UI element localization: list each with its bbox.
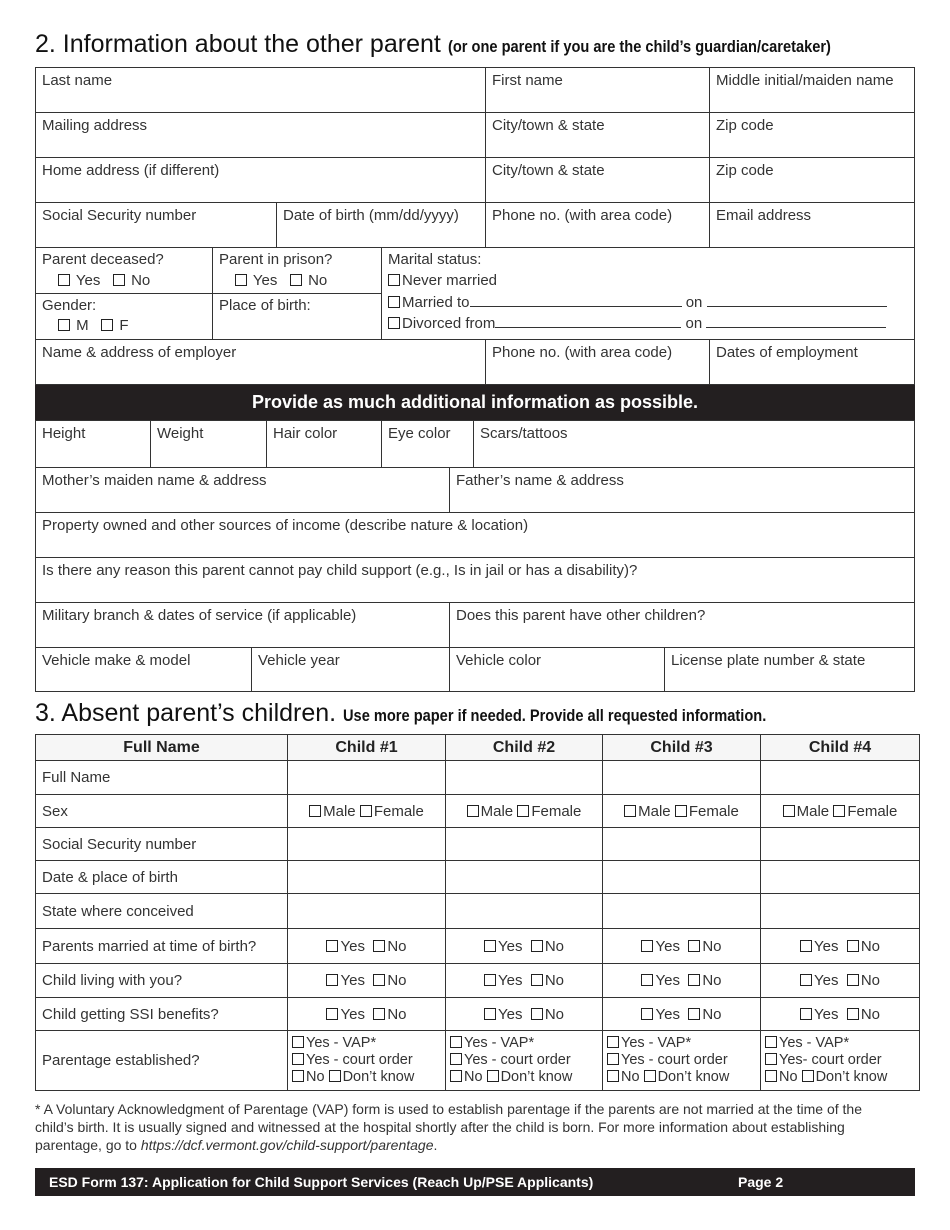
yes-no-options: Yes No: [288, 964, 446, 998]
parentage-options: Yes - VAP* Yes - court order No Don’t know: [446, 1031, 603, 1091]
column-header: Child #2: [446, 735, 603, 761]
table-cell[interactable]: [446, 828, 603, 861]
form-name: ESD Form 137: Application for Child Support Services (Reach Up/PSE Applicants): [49, 1174, 594, 1190]
row-label: Date & place of birth: [36, 861, 288, 894]
yes-no-options: Yes No: [603, 964, 761, 998]
place-of-birth-label: Place of birth:: [219, 297, 311, 314]
hair-color-field[interactable]: [266, 420, 382, 468]
yes-checkbox[interactable]: [326, 974, 338, 986]
yes-no-options: Yes No: [446, 964, 603, 998]
divorced-from-option: Divorced from on: [388, 315, 886, 332]
first-name-field[interactable]: [485, 67, 710, 113]
parent-deceased-options: Yes No: [58, 272, 150, 289]
additional-info-banner: [35, 385, 915, 420]
hair-color-label: Hair color: [273, 425, 338, 442]
dob-field[interactable]: [276, 202, 486, 248]
gender-female-checkbox[interactable]: [101, 319, 113, 331]
vehicle-year-label: Vehicle year: [258, 652, 340, 669]
table-row: [36, 964, 920, 998]
female-checkbox[interactable]: [675, 805, 687, 817]
female-checkbox[interactable]: [833, 805, 845, 817]
yes-checkbox[interactable]: [800, 974, 812, 986]
column-header: Full Name: [36, 735, 288, 761]
table-cell[interactable]: [288, 894, 446, 929]
married-date-line[interactable]: [707, 295, 887, 307]
yes-checkbox[interactable]: [484, 940, 496, 952]
employer-phone-field[interactable]: [485, 339, 710, 385]
footnote: * A Voluntary Acknowledgment of Parentage (VAP) form is used to establish parentage if the parents are not married at the time of the child’s birth. It is usually signed and witnessed at the hospital shortly after the child is born. For more information about establishing parentage, go to https://dcf.vermont.gov/child-support/parentage.: [35, 1101, 862, 1153]
children-table: [35, 734, 920, 1091]
employer-label: Name & address of employer: [42, 344, 237, 361]
no-checkbox[interactable]: [531, 1008, 543, 1020]
vap-checkbox[interactable]: [765, 1036, 777, 1048]
section-3-title: 3. Absent parent’s children. Use more paper if needed. Provide all requested information.: [35, 699, 767, 727]
yes-no-options: Yes No: [603, 998, 761, 1031]
home-address-label: Home address (if different): [42, 162, 220, 179]
column-header: Child #4: [761, 735, 920, 761]
email-field[interactable]: [709, 202, 915, 248]
weight-field[interactable]: [150, 420, 267, 468]
property-field[interactable]: [35, 512, 915, 558]
father-field[interactable]: [449, 467, 915, 513]
yes-no-options: Yes No: [288, 998, 446, 1031]
yes-checkbox[interactable]: [326, 1008, 338, 1020]
section-2-title: 2. Information about the other parent (or one parent if you are the child’s guardian/caretaker): [35, 30, 831, 58]
other-children-label: Does this parent have other children?: [456, 607, 706, 624]
table-header-row: [36, 735, 920, 761]
deceased-no-checkbox[interactable]: [113, 274, 125, 286]
court-order-checkbox[interactable]: [765, 1053, 777, 1065]
no-checkbox[interactable]: [688, 974, 700, 986]
section-2-subtitle: (or one parent if you are the child’s guardian/caretaker): [447, 37, 831, 56]
last-name-field[interactable]: [35, 67, 486, 113]
yes-no-options: Yes No: [446, 929, 603, 964]
no-checkbox[interactable]: [531, 974, 543, 986]
dob-label: Date of birth (mm/dd/yyyy): [283, 207, 459, 224]
married-to-option: Married to on: [388, 294, 887, 311]
never-married-option: Never married: [388, 272, 497, 289]
deceased-yes-checkbox[interactable]: [58, 274, 70, 286]
married-to-line[interactable]: [470, 295, 682, 307]
male-checkbox[interactable]: [309, 805, 321, 817]
no-checkbox[interactable]: [373, 974, 385, 986]
sex-options: Male Female: [761, 795, 920, 828]
phone-label: Phone no. (with area code): [492, 207, 673, 224]
table-cell[interactable]: [603, 861, 761, 894]
mailing-city-label: City/town & state: [492, 117, 605, 134]
sex-options: Male Female: [603, 795, 761, 828]
employer-phone-label: Phone no. (with area code): [492, 344, 673, 361]
parentage-options: Yes - VAP* Yes - court order No Don’t know: [288, 1031, 446, 1091]
employment-dates-field[interactable]: [709, 339, 915, 385]
row-label: Child living with you?: [36, 964, 288, 998]
license-plate-field[interactable]: [664, 647, 915, 692]
male-checkbox[interactable]: [624, 805, 636, 817]
divorced-from-checkbox[interactable]: [388, 317, 400, 329]
row-label: Full Name: [36, 761, 288, 795]
yes-no-options: Yes No: [446, 998, 603, 1031]
yes-checkbox[interactable]: [800, 1008, 812, 1020]
mailing-address-label: Mailing address: [42, 117, 148, 134]
row-label: Social Security number: [36, 828, 288, 861]
table-cell[interactable]: [446, 761, 603, 795]
page-number: Page 2: [738, 1174, 784, 1190]
yes-no-options: Yes No: [603, 929, 761, 964]
table-cell[interactable]: [761, 861, 920, 894]
vehicle-color-label: Vehicle color: [456, 652, 542, 669]
pe-no-checkbox[interactable]: [292, 1070, 304, 1082]
home-zip-label: Zip code: [716, 162, 774, 179]
additional-info-banner-text: Provide as much additional information as possible.: [251, 392, 699, 412]
sex-options: Male Female: [288, 795, 446, 828]
table-row: [36, 761, 920, 795]
table-cell[interactable]: [288, 861, 446, 894]
dont-know-checkbox[interactable]: [644, 1070, 656, 1082]
email-label: Email address: [716, 207, 812, 224]
yes-checkbox[interactable]: [641, 974, 653, 986]
employer-field[interactable]: [35, 339, 486, 385]
weight-label: Weight: [157, 425, 204, 442]
mailing-zip-label: Zip code: [716, 117, 774, 134]
no-checkbox[interactable]: [373, 1008, 385, 1020]
height-label: Height: [42, 425, 86, 442]
married-to-checkbox[interactable]: [388, 296, 400, 308]
parent-prison-field: [212, 247, 382, 294]
no-checkbox[interactable]: [531, 940, 543, 952]
pe-no-checkbox[interactable]: [450, 1070, 462, 1082]
table-row: [36, 894, 920, 929]
yes-no-options: Yes No: [761, 964, 920, 998]
gender-field: [35, 293, 213, 340]
military-field[interactable]: [35, 602, 450, 648]
column-header: Child #3: [603, 735, 761, 761]
no-checkbox[interactable]: [847, 1008, 859, 1020]
column-header: Child #1: [288, 735, 446, 761]
dont-know-checkbox[interactable]: [487, 1070, 499, 1082]
parent-prison-options: Yes No: [235, 272, 327, 289]
mother-label: Mother’s maiden name & address: [42, 472, 267, 489]
parentage-options: Yes - VAP* Yes- court order No Don’t know: [761, 1031, 920, 1091]
home-zip-field[interactable]: [709, 157, 915, 203]
no-checkbox[interactable]: [373, 940, 385, 952]
row-label: Child getting SSI benefits?: [36, 998, 288, 1031]
court-order-checkbox[interactable]: [607, 1053, 619, 1065]
table-row: [36, 1031, 920, 1091]
dont-know-checkbox[interactable]: [329, 1070, 341, 1082]
employment-dates-label: Dates of employment: [716, 344, 858, 361]
section-3-subtitle: Use more paper if needed. Provide all requested information.: [343, 706, 767, 725]
home-city-label: City/town & state: [492, 162, 605, 179]
reason-label: Is there any reason this parent cannot pay child support (e.g., Is in jail or has a disability)?: [42, 562, 638, 579]
female-checkbox[interactable]: [360, 805, 372, 817]
table-cell[interactable]: [288, 828, 446, 861]
prison-no-checkbox[interactable]: [290, 274, 302, 286]
table-row: [36, 861, 920, 894]
male-checkbox[interactable]: [783, 805, 795, 817]
other-children-field[interactable]: [449, 602, 915, 648]
dont-know-checkbox[interactable]: [802, 1070, 814, 1082]
height-field[interactable]: [35, 420, 151, 468]
eye-color-field[interactable]: [381, 420, 474, 468]
prison-yes-checkbox[interactable]: [235, 274, 247, 286]
reason-field[interactable]: [35, 557, 915, 603]
table-cell[interactable]: [603, 761, 761, 795]
table-row: [36, 998, 920, 1031]
sex-options: Male Female: [446, 795, 603, 828]
gender-options: M F: [58, 317, 129, 334]
middle-name-label: Middle initial/maiden name: [716, 72, 894, 89]
footer-bar: [35, 1168, 915, 1196]
male-checkbox[interactable]: [467, 805, 479, 817]
property-label: Property owned and other sources of income (describe nature & location): [42, 517, 529, 534]
license-plate-label: License plate number & state: [671, 652, 866, 669]
no-checkbox[interactable]: [847, 974, 859, 986]
last-name-label: Last name: [42, 72, 113, 89]
yes-checkbox[interactable]: [326, 940, 338, 952]
first-name-label: First name: [492, 72, 563, 89]
father-label: Father’s name & address: [456, 472, 624, 489]
yes-checkbox[interactable]: [484, 1008, 496, 1020]
parent-deceased-field: [35, 247, 213, 294]
marital-status-field: [381, 247, 915, 340]
pe-no-checkbox[interactable]: [765, 1070, 777, 1082]
pe-no-checkbox[interactable]: [607, 1070, 619, 1082]
yes-no-options: Yes No: [761, 998, 920, 1031]
never-married-checkbox[interactable]: [388, 274, 400, 286]
yes-checkbox[interactable]: [641, 1008, 653, 1020]
parentage-link[interactable]: https://dcf.vermont.gov/child-support/parentage: [140, 1137, 434, 1153]
table-cell[interactable]: [446, 861, 603, 894]
table-cell[interactable]: [603, 894, 761, 929]
home-address-field[interactable]: [35, 157, 486, 203]
yes-checkbox[interactable]: [641, 940, 653, 952]
table-cell[interactable]: [603, 828, 761, 861]
row-label: State where conceived: [36, 894, 288, 929]
vehicle-year-field[interactable]: [251, 647, 450, 692]
middle-name-field[interactable]: [709, 67, 915, 113]
row-label: Parents married at time of birth?: [36, 929, 288, 964]
ssn-label: Social Security number: [42, 207, 197, 224]
eye-color-label: Eye color: [388, 425, 451, 442]
mother-field[interactable]: [35, 467, 450, 513]
no-checkbox[interactable]: [688, 940, 700, 952]
vap-checkbox[interactable]: [292, 1036, 304, 1048]
yes-no-options: Yes No: [761, 929, 920, 964]
table-cell[interactable]: [288, 761, 446, 795]
no-checkbox[interactable]: [688, 1008, 700, 1020]
parentage-options: Yes - VAP* Yes - court order No Don’t know: [603, 1031, 761, 1091]
scars-tattoos-label: Scars/tattoos: [480, 425, 568, 442]
parent-deceased-label: Parent deceased?: [42, 251, 164, 268]
female-checkbox[interactable]: [517, 805, 529, 817]
court-order-checkbox[interactable]: [450, 1053, 462, 1065]
place-of-birth-field[interactable]: [212, 293, 382, 340]
mailing-address-field[interactable]: [35, 112, 486, 158]
yes-checkbox[interactable]: [484, 974, 496, 986]
divorced-from-line[interactable]: [495, 316, 681, 328]
table-cell[interactable]: [761, 761, 920, 795]
gender-male-checkbox[interactable]: [58, 319, 70, 331]
yes-no-options: Yes No: [288, 929, 446, 964]
vap-checkbox[interactable]: [450, 1036, 462, 1048]
marital-status-label: Marital status:: [388, 251, 482, 268]
table-cell[interactable]: [761, 894, 920, 929]
vehicle-color-field[interactable]: [449, 647, 665, 692]
row-label: Parentage established?: [36, 1031, 288, 1091]
home-city-field[interactable]: [485, 157, 710, 203]
mailing-zip-field[interactable]: [709, 112, 915, 158]
table-cell[interactable]: [446, 894, 603, 929]
military-label: Military branch & dates of service (if applicable): [42, 607, 357, 624]
no-checkbox[interactable]: [847, 940, 859, 952]
vap-checkbox[interactable]: [607, 1036, 619, 1048]
scars-tattoos-field[interactable]: [473, 420, 915, 468]
yes-checkbox[interactable]: [800, 940, 812, 952]
court-order-checkbox[interactable]: [292, 1053, 304, 1065]
table-row: [36, 828, 920, 861]
vehicle-make-field[interactable]: [35, 647, 252, 692]
phone-field[interactable]: [485, 202, 710, 248]
mailing-city-field[interactable]: [485, 112, 710, 158]
table-row: [36, 795, 920, 828]
ssn-field[interactable]: [35, 202, 277, 248]
gender-label: Gender:: [42, 297, 97, 314]
parent-prison-label: Parent in prison?: [219, 251, 333, 268]
table-cell[interactable]: [761, 828, 920, 861]
vehicle-make-label: Vehicle make & model: [42, 652, 191, 669]
table-row: [36, 929, 920, 964]
divorced-date-line[interactable]: [706, 316, 886, 328]
row-label: Sex: [36, 795, 288, 828]
